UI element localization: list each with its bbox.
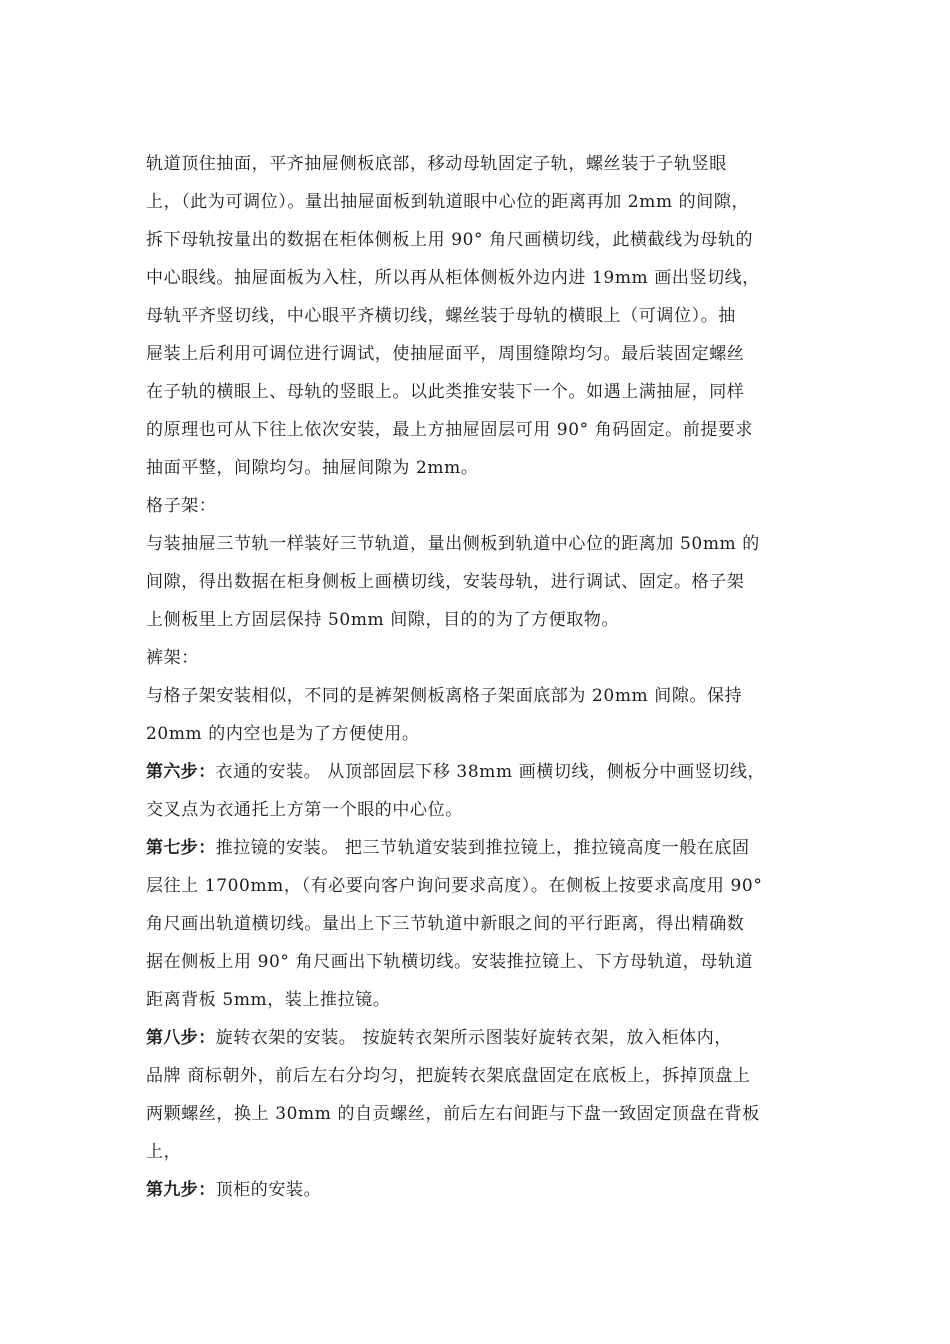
step9-line (146, 1178, 321, 1202)
paragraph-line: 上，（此为可调位）。量出抽屉面板到轨道眼中心位的距离再加 2mm 的间隙， (146, 192, 750, 212)
step7-label: 第七步： (146, 838, 216, 858)
step8-text: 旋转衣架的安装。 按旋转衣架所示图装好旋转衣架，放入柜体内， (215, 1028, 733, 1048)
paragraph-line: 层往上 1700mm，（有必要向客户询问要求高度）。在侧板上按要求高度用 90° (146, 876, 763, 896)
paragraph-line: 屉装上后利用可调位进行调试，使抽屉面平，周围缝隙均匀。最后装固定螺丝 (146, 344, 745, 364)
paragraph-line: 拆下母轨按量出的数据在柜体侧板上用 90° 角尺画横切线，此横截线为母轨的 (146, 230, 754, 250)
paragraph-line: 在子轨的横眼上、母轨的竖眼上。以此类推安装下一个。如遇上满抽屉，同样 (146, 382, 745, 402)
step6-label: 第六步： (146, 762, 216, 782)
paragraph-line: 与格子架安装相似，不同的是裤架侧板离格子架面底部为 20mm 间隙。保持 (146, 686, 743, 706)
paragraph-line: 上， (146, 1142, 182, 1162)
step8-line (146, 1026, 732, 1050)
paragraph-line: 轨道顶住抽面，平齐抽屉侧板底部，移动母轨固定子轨，螺丝装于子轨竖眼 (146, 154, 727, 174)
paragraph-line: 两颗螺丝，换上 30mm 的自贡螺丝，前后左右间距与下盘一致固定顶盘在背板 (146, 1104, 760, 1124)
paragraph-line: 距离背板 5mm，装上推拉镜。 (146, 990, 391, 1010)
paragraph-line: 据在侧板上用 90° 角尺画出下轨横切线。安装推拉镜上、下方母轨道，母轨道 (146, 952, 754, 972)
paragraph-line: 品牌 商标朝外，前后左右分均匀，把旋转衣架底盘固定在底板上，拆掉顶盘上 (146, 1066, 751, 1086)
step8-label: 第八步： (146, 1028, 216, 1048)
paragraph-line: 角尺画出轨道横切线。量出上下三节轨道中新眼之间的平行距离，得出精确数 (146, 914, 745, 934)
step6-text: 衣通的安装。 从顶部固层下移 38mm 画横切线，侧板分中画竖切线， (215, 762, 766, 782)
step6-line (146, 760, 765, 784)
paragraph-line: 中心眼线。抽屉面板为入柱，所以再从柜体侧板外边内进 19mm 画出竖切线， (146, 268, 760, 288)
step9-text: 顶柜的安装。 (215, 1180, 322, 1200)
section-heading-trouser-rack: 裤架： (146, 648, 199, 668)
section-heading-grid-rack: 格子架： (146, 496, 217, 516)
paragraph-line: 上侧板里上方固层保持 50mm 间隙，目的的为了方便取物。 (146, 610, 620, 630)
step7-text: 推拉镜的安装。 把三节轨道安装到推拉镜上，推拉镜高度一般在底固 (215, 838, 750, 858)
paragraph-line: 交叉点为衣通托上方第一个眼的中心位。 (146, 800, 463, 820)
paragraph-line: 与装抽屉三节轨一样装好三节轨道，量出侧板到轨道中心位的距离加 50mm 的 (146, 534, 760, 554)
paragraph-line: 20mm 的内空也是为了方便使用。 (146, 724, 420, 744)
paragraph-line: 抽面平整，间隙均匀。抽屉间隙为 2mm。 (146, 458, 479, 478)
paragraph-line: 间隙，得出数据在柜身侧板上画横切线，安装母轨，进行调试、固定。格子架 (146, 572, 745, 592)
step7-line (146, 836, 750, 860)
step9-label: 第九步： (146, 1180, 216, 1200)
paragraph-line: 母轨平齐竖切线，中心眼平齐横切线，螺丝装于母轨的横眼上（可调位）。抽 (146, 306, 736, 326)
paragraph-line: 的原理也可从下往上依次安装，最上方抽屉固层可用 90° 角码固定。前提要求 (146, 420, 754, 440)
